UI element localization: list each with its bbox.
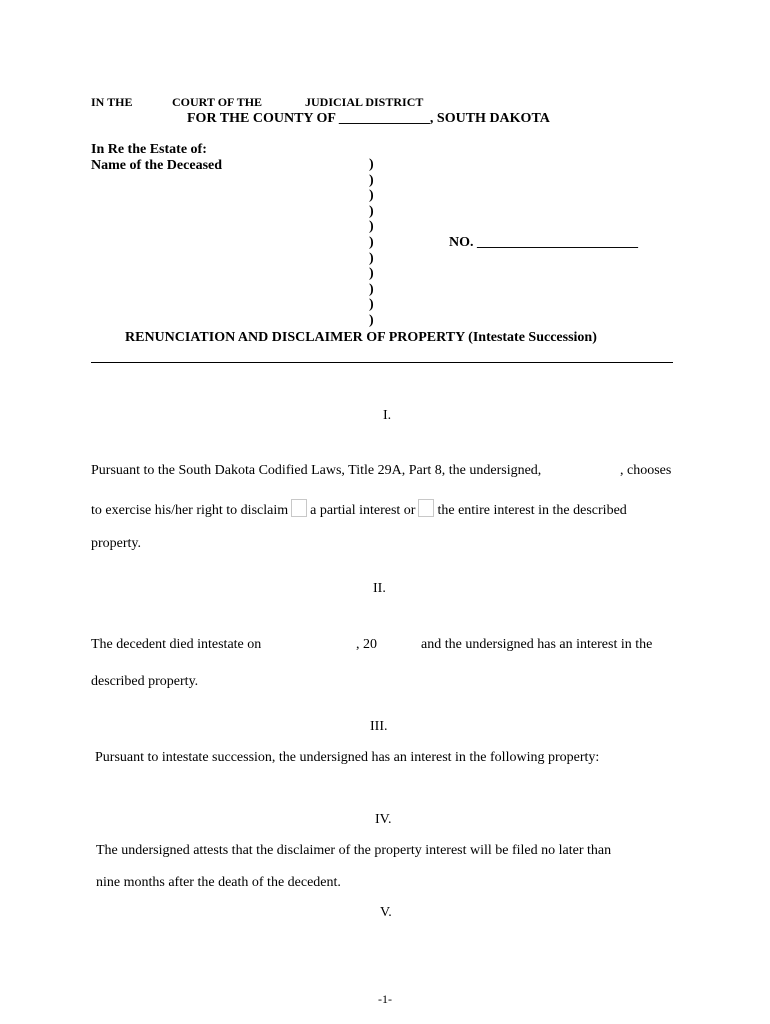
- paren: ): [369, 219, 374, 235]
- paren: ): [369, 157, 374, 172]
- page-number: -1-: [378, 992, 392, 1006]
- p1-line1: Pursuant to the South Dakota Codified Laws, Title 29A, Part 8, the undersigned,: [91, 463, 542, 478]
- p1-line3: property.: [91, 536, 142, 551]
- section-numeral-v: V.: [380, 905, 392, 920]
- caption-court-of-the: COURT OF THE: [172, 95, 263, 109]
- section-numeral-iv: IV.: [375, 812, 392, 827]
- p2-line1-b: , 20: [356, 637, 377, 652]
- section-numeral-iii: III.: [370, 719, 388, 734]
- p2-line1-a: The decedent died intestate on: [91, 637, 262, 652]
- p1-line2: [91, 499, 627, 519]
- p1-line2-c: the entire interest in the described: [437, 503, 627, 518]
- document-title: RENUNCIATION AND DISCLAIMER OF PROPERTY (Intestate Succession): [125, 330, 597, 345]
- section-numeral-ii: II.: [373, 581, 386, 596]
- paren: ): [369, 188, 374, 204]
- paren: ): [369, 281, 374, 297]
- paren: ): [369, 266, 374, 282]
- paren: ): [369, 312, 374, 328]
- paren: ): [369, 203, 374, 219]
- p1-line2-a: to exercise his/her right to disclaim: [91, 503, 289, 518]
- caption-in-re: In Re the Estate of:: [91, 142, 207, 157]
- paren: ): [369, 234, 374, 250]
- p1-line1-end: , chooses: [620, 463, 672, 478]
- p2-line2: described property.: [91, 674, 199, 689]
- caption-deceased-name: Name of the Deceased: [91, 158, 223, 173]
- p4-line2: nine months after the death of the decedent.: [96, 875, 341, 890]
- partial-interest-checkbox[interactable]: [291, 499, 307, 517]
- caption-judicial-district: JUDICIAL DISTRICT: [305, 95, 424, 109]
- case-number: NO. _______________________: [449, 235, 638, 250]
- caption-paren-column: [369, 157, 374, 329]
- title-rule: [91, 362, 673, 363]
- entire-interest-checkbox[interactable]: [418, 499, 434, 517]
- p2-line1-c: and the undersigned has an interest in the: [421, 637, 653, 652]
- paren: ): [369, 250, 374, 266]
- p1-line2-b: a partial interest or: [310, 503, 416, 518]
- caption-county-line: FOR THE COUNTY OF _____________, SOUTH DAKOTA: [187, 111, 550, 126]
- paren: ): [369, 172, 374, 188]
- p4-line1: The undersigned attests that the disclaimer of the property interest will be filed no later than: [96, 843, 612, 858]
- paren: ): [369, 297, 374, 313]
- p3: Pursuant to intestate succession, the undersigned has an interest in the following property:: [95, 750, 600, 765]
- caption-in-the: IN THE: [91, 95, 133, 109]
- section-numeral-i: I.: [383, 408, 392, 423]
